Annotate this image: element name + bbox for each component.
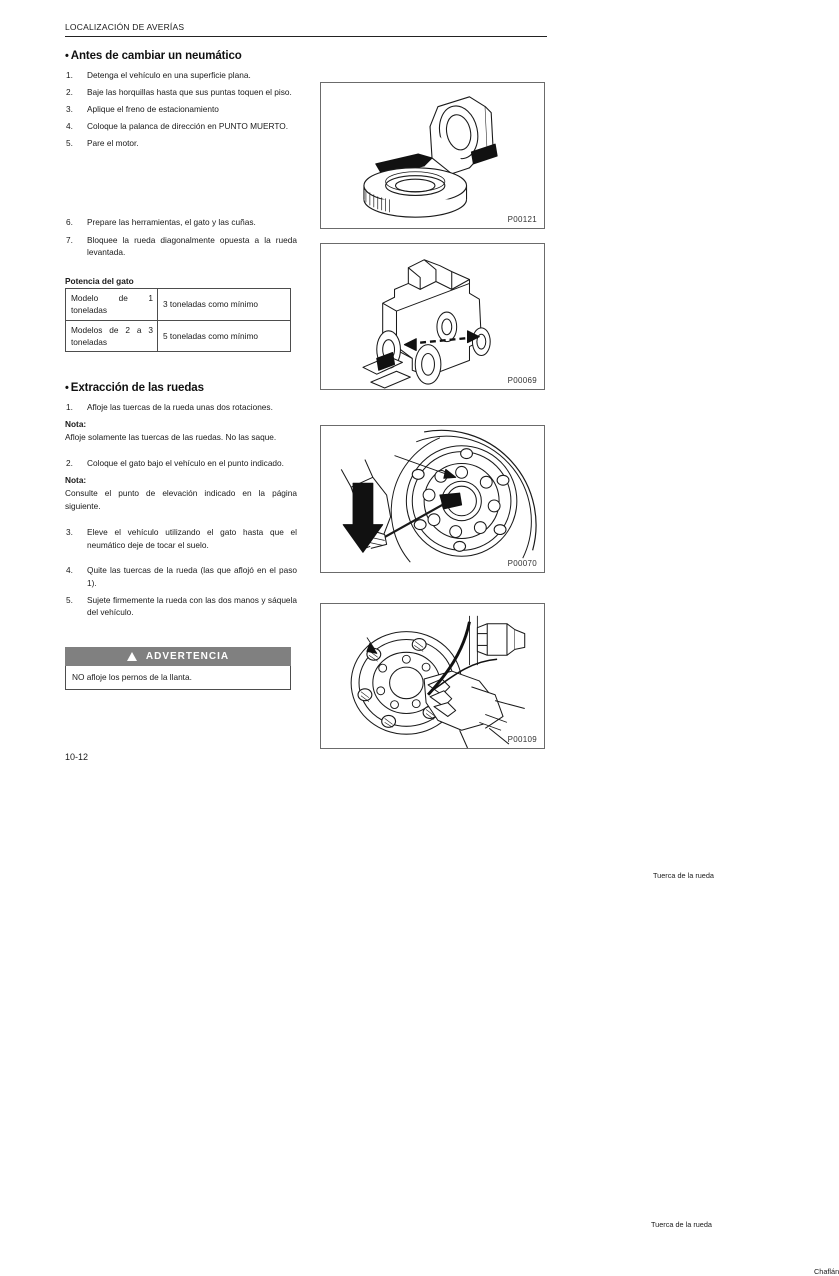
step-text: Eleve el vehículo utilizando el gato hasta que el neumático deje de tocar el suelo.: [87, 527, 297, 550]
list-item: [65, 103, 297, 116]
figure-callout-chaflan: Chaflán: [814, 1267, 839, 1276]
table-row: [66, 289, 291, 320]
step-number: 1.: [66, 402, 73, 413]
step-number: 6.: [66, 217, 73, 228]
forklift-diagonal-wheel-illustration: [321, 244, 544, 389]
jack-capacity-table: [65, 288, 291, 352]
figure-code: P00121: [507, 215, 537, 224]
spacer: [65, 443, 297, 457]
figure-code: P00070: [507, 559, 537, 568]
table-cell-capacity: 5 toneladas como mínimo: [158, 320, 291, 351]
list-item: [65, 234, 297, 259]
step-text: Coloque el gato bajo el vehículo en el punto indicado.: [87, 458, 284, 469]
list-item: [65, 120, 297, 133]
figure-panel-p00109: [320, 603, 839, 1276]
header-title: LOCALIZACIÓN DE AVERÍAS: [65, 22, 185, 32]
section-1-heading-text: Antes de cambiar un neumático: [70, 50, 242, 62]
step-text: Aplique el freno de estacionamiento: [87, 104, 219, 115]
spacer: [65, 556, 297, 564]
left-text-column: [65, 50, 297, 690]
section-heading-extraccion-de-las-ruedas: [65, 382, 297, 394]
step-text: Baje las horquillas hasta que sus puntas toquen el piso.: [87, 87, 292, 98]
step-number: 5.: [66, 138, 73, 149]
list-item: [65, 594, 297, 619]
section-2-steps-3-5: [65, 526, 297, 619]
section-2-step-1: [65, 401, 297, 414]
table-cell-model: Modelos de 2 a 3 toneladas: [66, 320, 158, 351]
step-text: Sujete firmemente la rueda con las dos manos y sáquela del vehículo.: [87, 594, 297, 618]
note-text: Consulte el punto de elevación indicado en la página siguiente.: [65, 488, 297, 511]
section-1-steps-list-continued: [65, 216, 297, 258]
figure-callout-tuerca-de-la-rueda: Tuerca de la rueda: [653, 871, 714, 880]
figure-callout-tuerca-de-la-rueda: Tuerca de la rueda: [651, 1220, 712, 1229]
step-text: Pare el motor.: [87, 138, 139, 149]
removing-wheel-by-hand-illustration: [321, 604, 544, 748]
step-number: 4.: [66, 564, 73, 575]
header-rule: [65, 36, 547, 37]
spacer: [65, 623, 297, 645]
step-number: 3.: [66, 527, 73, 538]
warning-text: NO afloje los pernos de la llanta.: [65, 666, 291, 690]
jack-table-caption: Potencia del gato: [65, 276, 134, 287]
section-heading-antes-de-cambiar: [65, 50, 297, 62]
figure-code: P00109: [507, 735, 537, 744]
list-item: [65, 216, 297, 229]
step-text: Bloquee la rueda diagonalmente opuesta a la rueda levantada.: [87, 234, 297, 258]
figure-code: P00069: [507, 376, 537, 385]
note-text: Afloje solamente las tuercas de las ruedas. No las saque.: [65, 431, 277, 442]
figure-panel-p00121: [320, 82, 545, 229]
page-header: [65, 22, 547, 37]
section-2-heading-text: Extracción de las ruedas: [70, 382, 204, 395]
step-text: Coloque la palanca de dirección en PUNTO MUERTO.: [87, 121, 289, 132]
bullet-icon: •: [65, 50, 69, 62]
step-number: 3.: [66, 104, 73, 115]
table-cell-model: Modelo de 1 toneladas: [66, 289, 158, 320]
bullet-icon: •: [65, 382, 69, 395]
spacer: [65, 263, 297, 276]
step-number: 2.: [66, 458, 73, 469]
list-item: [65, 526, 297, 551]
table-row: [66, 320, 291, 351]
warning-label: ADVERTENCIA: [145, 651, 230, 663]
step-number: 4.: [66, 121, 73, 132]
spacer: [65, 352, 297, 382]
list-item: [65, 69, 297, 82]
step-text: Prepare las herramientas, el gato y las cuñas.: [87, 217, 256, 228]
step-number: 2.: [66, 87, 73, 98]
spacer: [65, 512, 297, 526]
list-item: [65, 401, 297, 414]
table-cell-capacity: 3 toneladas como mínimo: [158, 289, 291, 320]
page-number: 10-12: [65, 752, 89, 762]
section-1-steps-list: [65, 69, 297, 150]
forklift-fork-lowered-illustration: [321, 83, 544, 228]
spacer: [65, 154, 297, 216]
figure-panel-p00069: [320, 243, 545, 390]
step-text: Afloje las tuercas de la rueda unas dos rotaciones.: [87, 402, 273, 413]
step-number: 5.: [66, 594, 73, 605]
warning-box: [65, 647, 291, 690]
list-item: [65, 457, 297, 470]
step-number: 1.: [66, 70, 73, 80]
warning-header-bar: [65, 647, 291, 666]
section-2-step-2: [65, 457, 297, 470]
step-text: Detenga el vehículo en una superficie plana.: [87, 70, 251, 80]
list-item: [65, 137, 297, 150]
list-item: [65, 86, 297, 99]
note-label: Nota:: [65, 419, 87, 430]
loosening-wheel-nuts-illustration: [321, 426, 544, 572]
step-text: Quite las tuercas de la rueda (las que aflojó en el paso 1).: [87, 564, 297, 588]
step-number: 7.: [66, 234, 73, 245]
note-label: Nota:: [65, 475, 87, 486]
warning-triangle-icon: [127, 652, 137, 661]
list-item: [65, 564, 297, 589]
